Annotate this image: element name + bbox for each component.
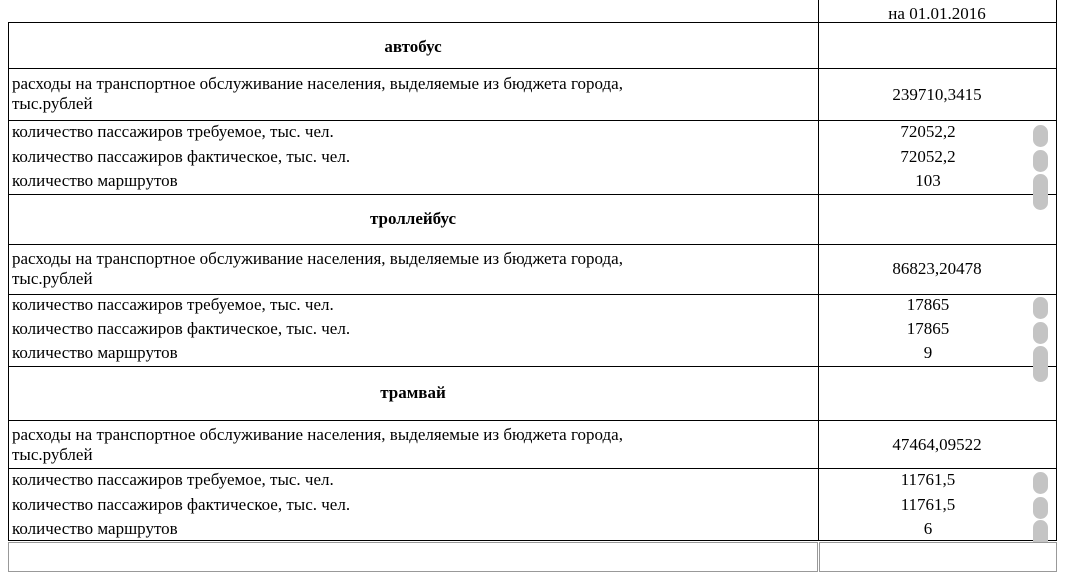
section-title-bus: автобус bbox=[384, 37, 442, 56]
table-right-border bbox=[1056, 0, 1057, 540]
row-label: количество маршрутов bbox=[12, 519, 178, 538]
row-value: 103 bbox=[915, 171, 941, 190]
row-value: 47464,09522 bbox=[892, 435, 982, 454]
row-label: расходы на транспортное обслуживание населения, выделяемые из бюджета города, bbox=[12, 249, 623, 268]
row-label: тыс.рублей bbox=[12, 445, 93, 464]
scroll-knob[interactable] bbox=[1033, 297, 1048, 319]
scroll-knob[interactable] bbox=[1033, 497, 1048, 519]
row-divider bbox=[8, 244, 1057, 245]
row-value: 17865 bbox=[906, 319, 950, 338]
scroll-knob[interactable] bbox=[1033, 472, 1048, 494]
row-value: 11761,5 bbox=[900, 470, 956, 489]
row-label: тыс.рублей bbox=[12, 94, 93, 113]
row-value: 72052,2 bbox=[900, 122, 956, 141]
scroll-knob[interactable] bbox=[1033, 125, 1048, 147]
row-value: 86823,20478 bbox=[892, 259, 982, 278]
row-value: 9 bbox=[923, 343, 933, 362]
row-divider bbox=[8, 194, 1057, 195]
row-label: расходы на транспортное обслуживание населения, выделяемые из бюджета города, bbox=[12, 425, 623, 444]
date-header: на 01.01.2016 bbox=[888, 4, 986, 23]
row-label: количество пассажиров фактическое, тыс. чел. bbox=[12, 147, 351, 166]
scroll-knob[interactable] bbox=[1033, 174, 1048, 210]
section-title-trolleybus: троллейбус bbox=[369, 209, 457, 228]
row-label: количество пассажиров требуемое, тыс. чел. bbox=[12, 122, 334, 141]
row-value: 72052,2 bbox=[900, 147, 956, 166]
row-value: 6 bbox=[923, 519, 933, 538]
row-label: тыс.рублей bbox=[12, 269, 93, 288]
scroll-knob[interactable] bbox=[1033, 150, 1048, 172]
section-title-tram: трамвай bbox=[380, 383, 446, 402]
row-divider bbox=[8, 68, 1057, 69]
row-label: количество пассажиров требуемое, тыс. чел. bbox=[12, 295, 334, 314]
scroll-knob[interactable] bbox=[1033, 346, 1048, 382]
row-label: количество маршрутов bbox=[12, 171, 178, 190]
row-label: количество маршрутов bbox=[12, 343, 178, 362]
table-left-border bbox=[8, 22, 9, 540]
row-label: количество пассажиров фактическое, тыс. чел. bbox=[12, 319, 351, 338]
row-divider bbox=[8, 540, 1057, 541]
next-row-value-cell bbox=[819, 542, 1057, 572]
row-label: количество пассажиров требуемое, тыс. чел. bbox=[12, 470, 334, 489]
row-label: количество пассажиров фактическое, тыс. чел. bbox=[12, 495, 351, 514]
row-value: 17865 bbox=[906, 295, 950, 314]
next-row-label-cell bbox=[8, 542, 818, 572]
row-label: расходы на транспортное обслуживание населения, выделяемые из бюджета города, bbox=[12, 74, 623, 93]
row-value: 11761,5 bbox=[900, 495, 956, 514]
row-divider bbox=[8, 420, 1057, 421]
row-value: 239710,3415 bbox=[892, 85, 982, 104]
scroll-knob[interactable] bbox=[1033, 322, 1048, 344]
row-divider bbox=[8, 366, 1057, 367]
